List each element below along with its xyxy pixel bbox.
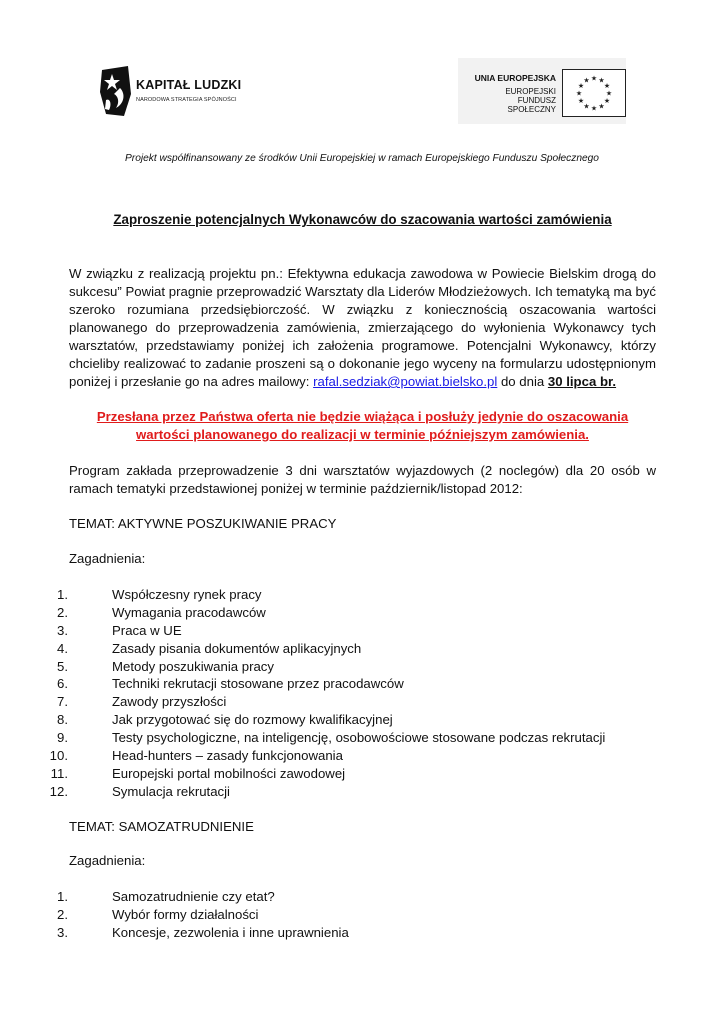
list-item <box>40 729 680 747</box>
list-item <box>40 693 680 711</box>
list-item-text: Symulacja rekrutacji <box>112 783 230 799</box>
section2-issue-list <box>40 888 680 942</box>
list-item-number: 3. <box>57 622 68 638</box>
document-title: Zaproszenie potencjalnych Wykonawców do szacowania wartości zamówienia <box>113 212 612 227</box>
eu-star-icon: ★ <box>577 82 585 90</box>
section2-topic: TEMAT: SAMOZATRUDNIENIE <box>69 819 254 834</box>
list-item <box>40 604 680 622</box>
list-item-text: Koncesje, zezwolenia i inne uprawnienia <box>112 924 349 940</box>
eu-efs-logo <box>458 58 626 124</box>
eu-star-icon: ★ <box>583 76 590 85</box>
list-item-number: 9. <box>57 730 68 746</box>
list-item-text: Samozatrudnienie czy etat? <box>112 889 275 904</box>
list-item-text: Jak przygotować się do rozmowy kwalifikacyjnej <box>112 712 393 728</box>
list-item-number: 1. <box>57 889 68 904</box>
eu-logo-line3: FUNDUSZ <box>517 96 556 105</box>
eu-flag-icon <box>562 69 626 117</box>
list-item <box>40 586 680 604</box>
list-item <box>40 924 680 942</box>
contact-email-link[interactable]: rafal.sedziak@powiat.bielsko.pl <box>313 374 498 389</box>
list-item-text: Metody poszukiwania pracy <box>112 658 274 674</box>
list-item-text: Testy psychologiczne, na inteligencję, osobowościowe stosowane podczas rekrutacji <box>112 730 606 746</box>
list-item-number: 10. <box>49 748 68 764</box>
eu-logo-line2: EUROPEJSKI <box>505 87 556 96</box>
eu-star-icon: ★ <box>603 82 611 90</box>
list-item-number: 7. <box>57 694 68 710</box>
list-item <box>40 711 680 729</box>
list-item-text: Praca w UE <box>112 622 182 638</box>
list-item <box>40 658 680 676</box>
list-item-text: Zawody przyszłości <box>112 694 227 710</box>
list-item <box>40 765 680 783</box>
deadline-date: 30 lipca br. <box>547 374 617 389</box>
list-item-text: Wybór formy działalności <box>112 906 259 922</box>
list-item-number: 1. <box>57 587 68 602</box>
program-paragraph: Program zakłada przeprowadzenie 3 dni warsztatów wyjazdowych (2 noclegów) dla 20 osób w ramach tematyki przedstawionej poniżej w terminie październik/listopad 2012: <box>69 463 656 496</box>
list-item-number: 12. <box>49 783 68 799</box>
list-item-number: 8. <box>57 712 68 728</box>
list-item <box>40 675 680 693</box>
eu-star-icon: ★ <box>605 89 613 98</box>
list-item-text: Europejski portal mobilności zawodowej <box>112 765 346 781</box>
eu-star-icon: ★ <box>590 74 598 83</box>
list-item-text: Zasady pisania dokumentów aplikacyjnych <box>112 640 362 656</box>
list-item-text: Wymagania pracodawców <box>112 604 266 620</box>
list-item <box>40 640 680 658</box>
eu-star-icon: ★ <box>590 104 598 113</box>
eu-star-icon: ★ <box>575 89 583 98</box>
list-item-number: 3. <box>57 924 68 940</box>
list-item <box>40 906 680 924</box>
intro-paragraph <box>69 265 656 391</box>
list-item <box>40 747 680 765</box>
list-item-number: 6. <box>57 676 68 692</box>
eu-star-icon: ★ <box>598 76 605 85</box>
eu-star-icon: ★ <box>603 97 611 105</box>
kapital-ludzki-title: KAPITAŁ LUDZKI <box>136 78 242 92</box>
list-item <box>40 888 680 906</box>
eu-star-icon: ★ <box>577 97 585 105</box>
list-item-number: 2. <box>57 906 68 922</box>
section1-issues-label: Zagadnienia: <box>69 551 146 566</box>
warning-notice: Przesłana przez Państwa oferta nie będzie wiążąca i posłuży jedynie do oszacowania wartości planowanego do realizacji w terminie późniejszym zamówienia. <box>96 409 629 442</box>
list-item <box>40 783 680 801</box>
kapital-ludzki-subtitle: NARODOWA STRATEGIA SPÓJNOŚCI <box>136 97 237 103</box>
section1-issue-list <box>40 586 680 801</box>
eu-star-icon: ★ <box>598 102 605 111</box>
list-item-text: Head-hunters – zasady funkcjonowania <box>112 748 343 764</box>
list-item-text: Współczesny rynek pracy <box>112 587 262 602</box>
cofinancing-note: Projekt współfinansowany ze środków Unii Europejskiej w ramach Europejskiego Funduszu Społecznego <box>125 153 599 164</box>
list-item-text: Techniki rekrutacji stosowane przez pracodawców <box>112 676 404 692</box>
list-item-number: 2. <box>57 604 68 620</box>
list-item <box>40 622 680 640</box>
eu-star-icon: ★ <box>583 102 590 111</box>
eu-logo-line1: UNIA EUROPEJSKA <box>474 73 556 83</box>
intro-after-email: do dnia <box>497 374 548 389</box>
list-item-number: 11. <box>50 765 68 781</box>
section1-topic: TEMAT: AKTYWNE POSZUKIWANIE PRACY <box>69 516 337 531</box>
intro-text: W związku z realizacją projektu pn.: Efektywna edukacja zawodowa w Powiecie Bielskim drogą do sukcesu” Powiat pragnie przeprowadzić Warsztaty dla Liderów Młodzieżowych. Ich tematyką ma być szeroko rozumiana przedsiębiorczość. W związku z koniecznością oszacowania wartości planowanego do przeprowadzenia zamówienia, zmierzającego do wyłonienia Wykonawcy tych warsztatów, przedstawiamy poniżej ich założenia programowe. Potencjalni Wykonawcy, którzy chcieliby realizować to zadanie proszeni są o dokonanie jego wyceny na formularzu udostępnionym poniżej i przesłanie go na adres mailowy: <box>69 266 656 389</box>
eu-logo-line4: SPOŁECZNY <box>507 105 556 114</box>
kapital-ludzki-emblem-icon <box>98 64 134 118</box>
list-item-number: 4. <box>57 640 68 656</box>
kapital-ludzki-logo <box>98 64 248 120</box>
section2-issues-label: Zagadnienia: <box>69 853 146 868</box>
list-item-number: 5. <box>57 658 68 674</box>
